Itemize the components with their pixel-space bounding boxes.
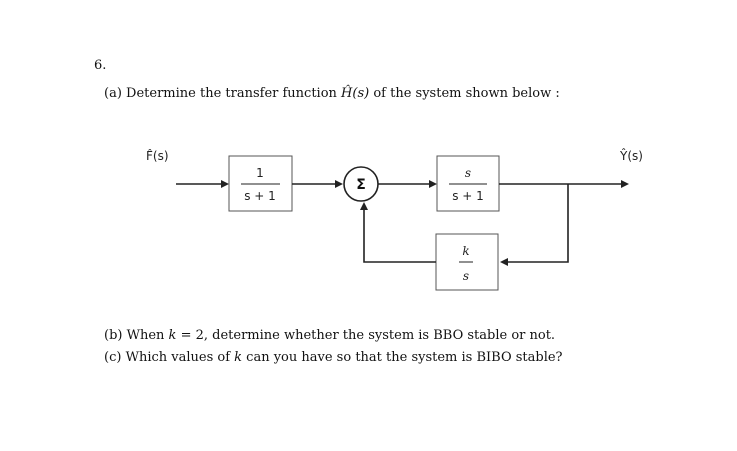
part-c-text-end: can you have so that the system is BIBO stable? <box>242 350 563 365</box>
block-1-numerator: 1 <box>256 166 264 180</box>
feedback-block-arrow <box>500 258 508 266</box>
part-b <box>104 328 555 343</box>
part-b-var: k <box>168 328 177 343</box>
part-c <box>104 350 563 365</box>
part-c-label: (c) <box>104 350 122 365</box>
output-signal-label: Ŷ(s) <box>620 149 643 163</box>
part-a-label: (a) <box>104 86 122 101</box>
part-c-var: k <box>234 350 243 365</box>
feedback-denominator: s <box>462 269 470 283</box>
transfer-function-symbol: Ĥ(s) <box>341 86 370 101</box>
block-2-denominator: s + 1 <box>452 189 484 203</box>
summer-input-arrow <box>335 180 343 188</box>
sigma-symbol: Σ <box>356 177 366 193</box>
part-a-text: Determine the transfer function <box>126 86 342 101</box>
part-b-text: When <box>126 328 169 343</box>
block-2-input-arrow <box>429 180 437 188</box>
part-b-label: (b) <box>104 328 123 343</box>
block-2-numerator: s <box>464 166 472 180</box>
block-1-denominator: s + 1 <box>244 189 276 203</box>
part-a-text-end: of the system shown below : <box>369 86 560 101</box>
question-number: 6. <box>94 58 107 73</box>
feedback-numerator: k <box>462 244 470 258</box>
feedback-wire-left <box>364 208 436 262</box>
summer-feedback-arrow <box>360 202 368 210</box>
input-arrow <box>221 180 229 188</box>
input-signal-label: F̂(s) <box>146 149 169 163</box>
feedback-wire-right <box>506 184 568 262</box>
part-b-text-end: = 2, determine whether the system is BBO stable or not. <box>176 328 556 343</box>
part-c-text: Which values of <box>125 350 235 365</box>
output-arrow <box>621 180 629 188</box>
